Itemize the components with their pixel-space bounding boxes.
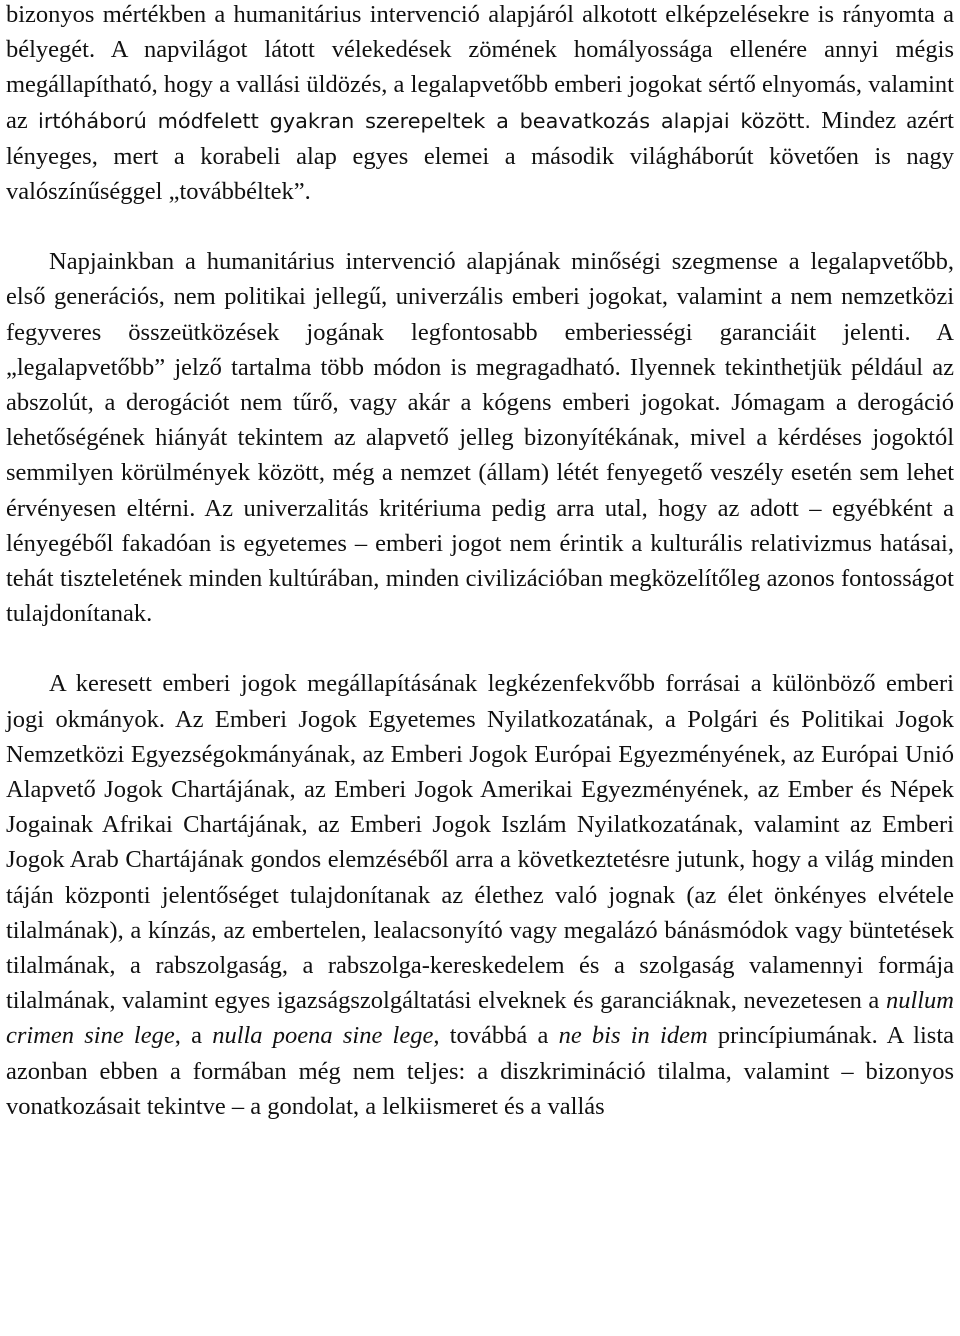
paragraph-3-text-d: princípiumának. A lista azonban ebben a formában még nem teljes: a diszkrimináció tilalma, valamint – bizonyos vonatkozásait tekintve – a gondolat, a lelkiismeret és a vallás — [6, 1022, 954, 1120]
paragraph-3-text-a: A keresett emberi jogok megállapításának legkézenfekvőbb forrásai a különböző emberi jogi okmányok. Az Emberi Jogok Egyetemes Nyilatkozatának, a Polgári és Politikai Jogok Nemzetközi Egyezségokmányának, az Emberi Jogok Európai Egyezményének, az Európai Unió Alapvető Jogok Chartájának, az Emberi Jogok Amerikai Egyezményének, az Ember és Népek Jogainak Afrikai Chartájának, az Emberi Jogok Iszlám Nyilatkozatának, valamint az Emberi Jogok Arab Chartájának gondos elemzéséből arra a következtetésre jutunk, hogy a világ minden táján központi jelentőséget tulajdonítanak az élethez való jognak (az élet önkényes elvétele tilalmának), a kínzás, az embertelen, lealacsonyító vagy megalázó bánásmódok vagy büntetések tilalmának, a rabszolgaság, a rabszolga-kereskedelem és a szolgaság valamennyi formája tilalmának, valamint egyes igazságszolgáltatási elveknek és garanciáknak, nevezetesen a — [6, 670, 954, 1015]
paragraph-2: Napjainkban a humanitárius intervenció alapjának minőségi szegmense a legalapvetőbb, első generációs, nem politikai jellegű, univerzális emberi jogokat, valamint a nem nemzetközi fegyveres összeütközések jogának legfontosabb emberiességi garanciáit jelenti. A „legalapvetőbb” jelző tartalma több módon is megragadható. Ilyennek tekinthetjük például az abszolút, a derogációt nem tűrő, vagy akár a kógens emberi jogokat. Jómagam a derogáció lehetőségének hiányát tekintem az alapvető jelleg bizonyítékának, mivel a kérdéses jogoktól semmilyen körülmények között, még a nemzet (állam) létét fenyegető veszély esetén sem lehet érvényesen eltérni. Az univerzalitás kritériuma pedig arra utal, hogy az adott – egyébként a lényegéből fakadóan is egyetemes – emberi jogot nem érintik a kulturális relativizmus hatásai, tehát tiszteletének minden kultúrában, minden civilizációban megközelítőleg azonos fontosságot tulajdonítanak. — [6, 248, 954, 628]
paragraph-3-text-b: , a — [174, 1022, 213, 1050]
paragraph-3 — [6, 666, 954, 1124]
document-page — [6, 0, 954, 1124]
latin-term-nullum-crimen: nullum crimen sine lege — [6, 987, 954, 1050]
paragraph-1-text-a: bizonyos mértékben a humanitárius intervenció alapjáról alkotott elképzelésekre is rányomta a bélyegét. A napvilágot látott vélekedések zömének homályossága ellenére annyi mégis megállapítható, hogy a vallási üldözés, a legalapvetőbb emberi jogokat sértő elnyomás, valamint az — [6, 1, 954, 134]
paragraph-1-sans-text: irtóháború módfelett gyakran szerepeltek a beavatkozás alapjai között. — [38, 108, 811, 133]
paragraph-1-text-b: Mindez azért lényeges, mert a korabeli alap egyes elemei a második világháborút követően is nagy valószínűséggel „továbbéltek”. — [6, 106, 954, 206]
paragraph-3-text-c: , továbbá a — [433, 1022, 559, 1050]
latin-term-ne-bis-in-idem: ne bis in idem — [558, 1022, 708, 1050]
paragraph-1 — [6, 0, 954, 209]
latin-term-nulla-poena: nulla poena sine lege — [212, 1022, 434, 1050]
